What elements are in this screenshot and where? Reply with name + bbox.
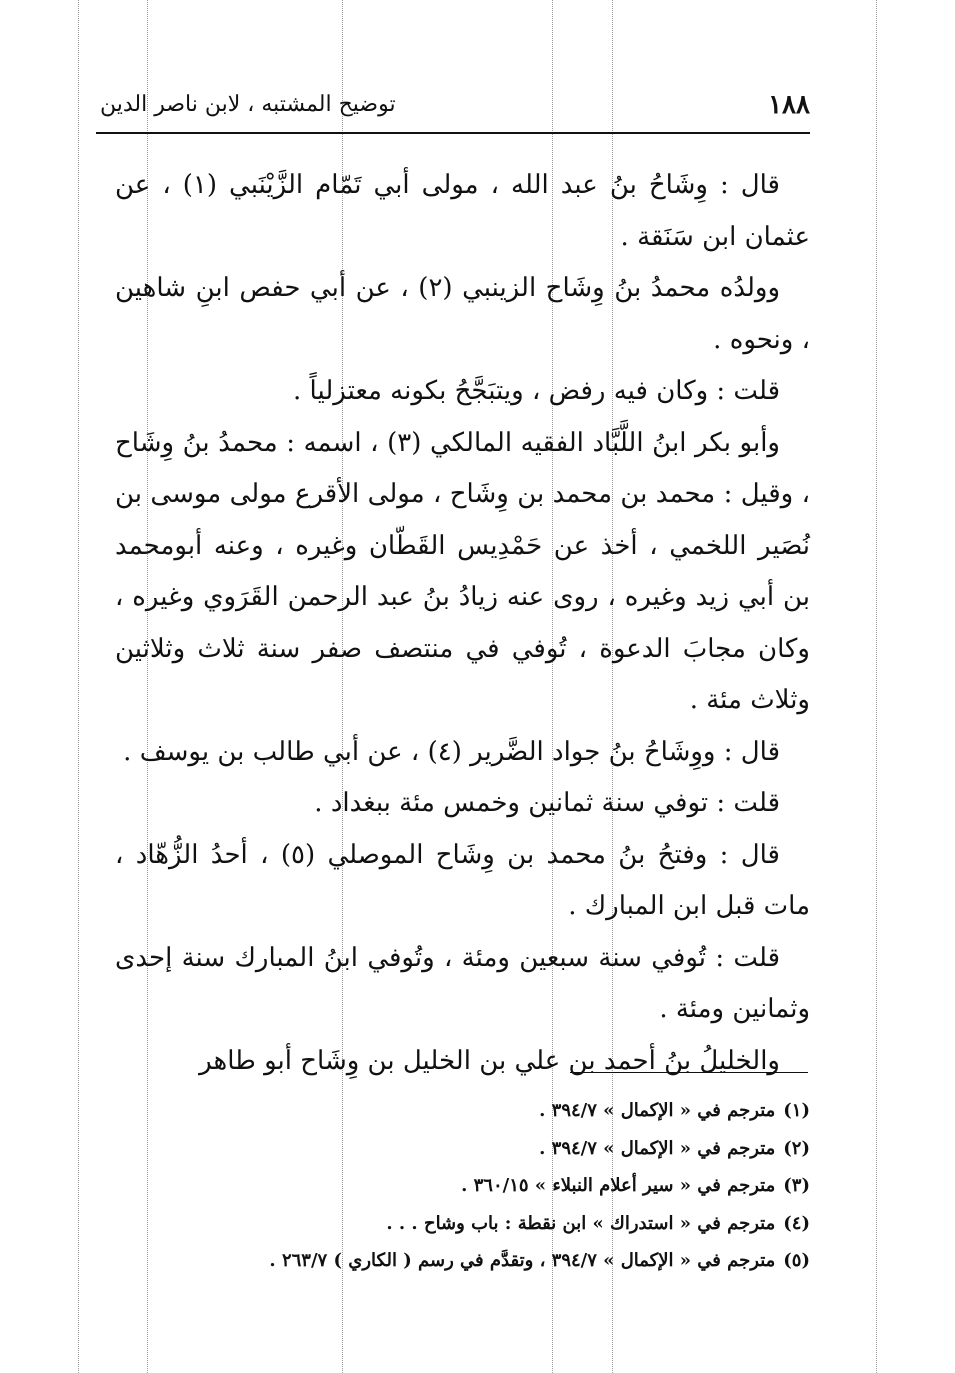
footnote-number: (١) [783, 1100, 810, 1121]
footnote-number: (٥) [783, 1250, 810, 1271]
paragraph: قال : وفتحُ بنُ محمد بن وِشَاح الموصلي (٥) ، أحدُ الزُّهّاد ، مات قبل ابن المبارك . [115, 839, 810, 921]
main-text [115, 160, 810, 1087]
footnote-number: (٢) [783, 1137, 810, 1159]
paragraph: قال : ووِشَاحُ بنُ جواد الضَّرير (٤) ، عن أبي طالب بن يوسف . [123, 736, 780, 767]
footnote-text: مترجم في « الإكمال » ٣٩٤/٧ . [539, 1100, 776, 1121]
footnote-text: مترجم في « سير أعلام النبلاء » ٣٦٠/١٥ . [461, 1175, 776, 1196]
footnote-number: (٤) [783, 1212, 810, 1234]
footnotes [200, 1092, 810, 1280]
footnote-text: مترجم في « الإكمال » ٣٩٤/٧ . [539, 1137, 776, 1159]
paragraph: قلت : توفي سنة ثمانين وخمس مئة ببغداد . [314, 788, 780, 818]
running-title: توضيح المشتبه ، لابن ناصر الدين [100, 92, 396, 117]
footnote-item [200, 1167, 810, 1205]
page-number: ١٨٨ [768, 90, 810, 120]
paragraph: والخليلُ بنُ أحمد بن علي بن الخليل بن وِشَاح أبو طاهر [199, 1045, 780, 1076]
footnote-text: مترجم في « الإكمال » ٣٩٤/٧ ، وتقدَّم في رسم ( الكاري ) ٢٦٣/٧ . [269, 1250, 776, 1271]
footnote-text: مترجم في « استدراك » ابن نقطة : باب وشاح . . . [386, 1212, 776, 1234]
paragraph: وأبو بكر ابنُ اللَّبَّاد الفقيه المالكي (٣) ، اسمه : محمدُ بنُ وِشَاح ، وقيل : محمد بن محمد بن وِشَاح ، مولى الأقرع مولى موسى بن نُصَير اللخمي ، أخذ عن حَمْدِيس القَطّان وغيره ، وعنه أبومحمد بن أبي زيد وغيره ، روى عنه زيادُ بنُ عبد الرحمن القَرَوي وغيره ، وكان مجابَ الدعوة ، تُوفي في منتصف صفر سنة ثلاث وثلاثين وثلاث مئة . [115, 427, 811, 715]
page-header [100, 88, 810, 128]
paragraph: قال : وِشَاحُ بنُ عبد الله ، مولى أبي تَمّام الزَّيْنَبي (١) ، عن عثمان ابن سَنَقة . [115, 170, 810, 252]
footnote-item [200, 1242, 810, 1280]
footnote-item [200, 1092, 810, 1130]
paragraph: وولدُه محمدُ بنُ وِشَاح الزينبي (٢) ، عن أبي حفص ابنِ شاهين ، ونحوه . [115, 273, 810, 355]
footnote-rule [570, 1072, 808, 1073]
footnote-item [200, 1130, 810, 1168]
paragraph: قلت : وكان فيه رفض ، ويتبَجَّحُ بكونه معتزلياً . [293, 376, 780, 406]
scan-artifact-line [876, 0, 877, 1373]
scan-artifact-line [78, 0, 79, 1373]
footnote-number: (٣) [783, 1175, 810, 1196]
footnote-item [200, 1205, 810, 1243]
header-rule [96, 132, 810, 134]
paragraph: قلت : تُوفي سنة سبعين ومئة ، وتُوفي ابنُ المبارك سنة إحدى وثمانين ومئة . [115, 942, 810, 1024]
